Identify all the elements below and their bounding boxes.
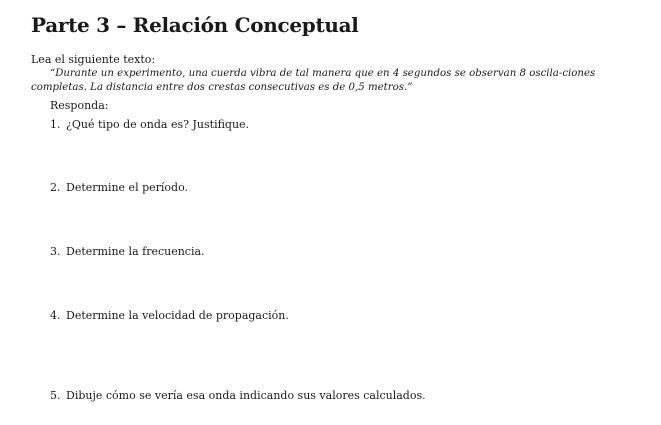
question-item [50,118,249,131]
question-text: ¿Qué tipo de onda es? Justifique. [66,118,250,131]
question-item [50,245,205,258]
question-number: 1. [50,118,61,131]
question-text: Determine el período. [66,181,188,194]
quoted-problem-text: “Durante un experimento, una cuerda vibra de tal manera que en 4 segundos se observan 8 oscila-ciones completas. La distancia entre dos crestas consecutivas es de 0,5 metros.” [31,68,596,93]
intro-text: Lea el siguiente texto: [31,53,156,66]
section-heading: Parte 3 – Relación Conceptual [31,13,359,37]
question-item [50,309,289,322]
question-text: Determine la velocidad de propagación. [66,309,289,322]
question-number: 5. [50,389,61,402]
question-text: Determine la frecuencia. [66,245,205,258]
question-item [50,389,426,402]
question-item [50,181,188,194]
question-number: 3. [50,245,61,258]
question-text: Dibuje cómo se vería esa onda indicando sus valores calculados. [66,389,426,402]
question-number: 4. [50,309,61,322]
question-number: 2. [50,181,61,194]
respond-prompt: Responda: [50,99,109,112]
